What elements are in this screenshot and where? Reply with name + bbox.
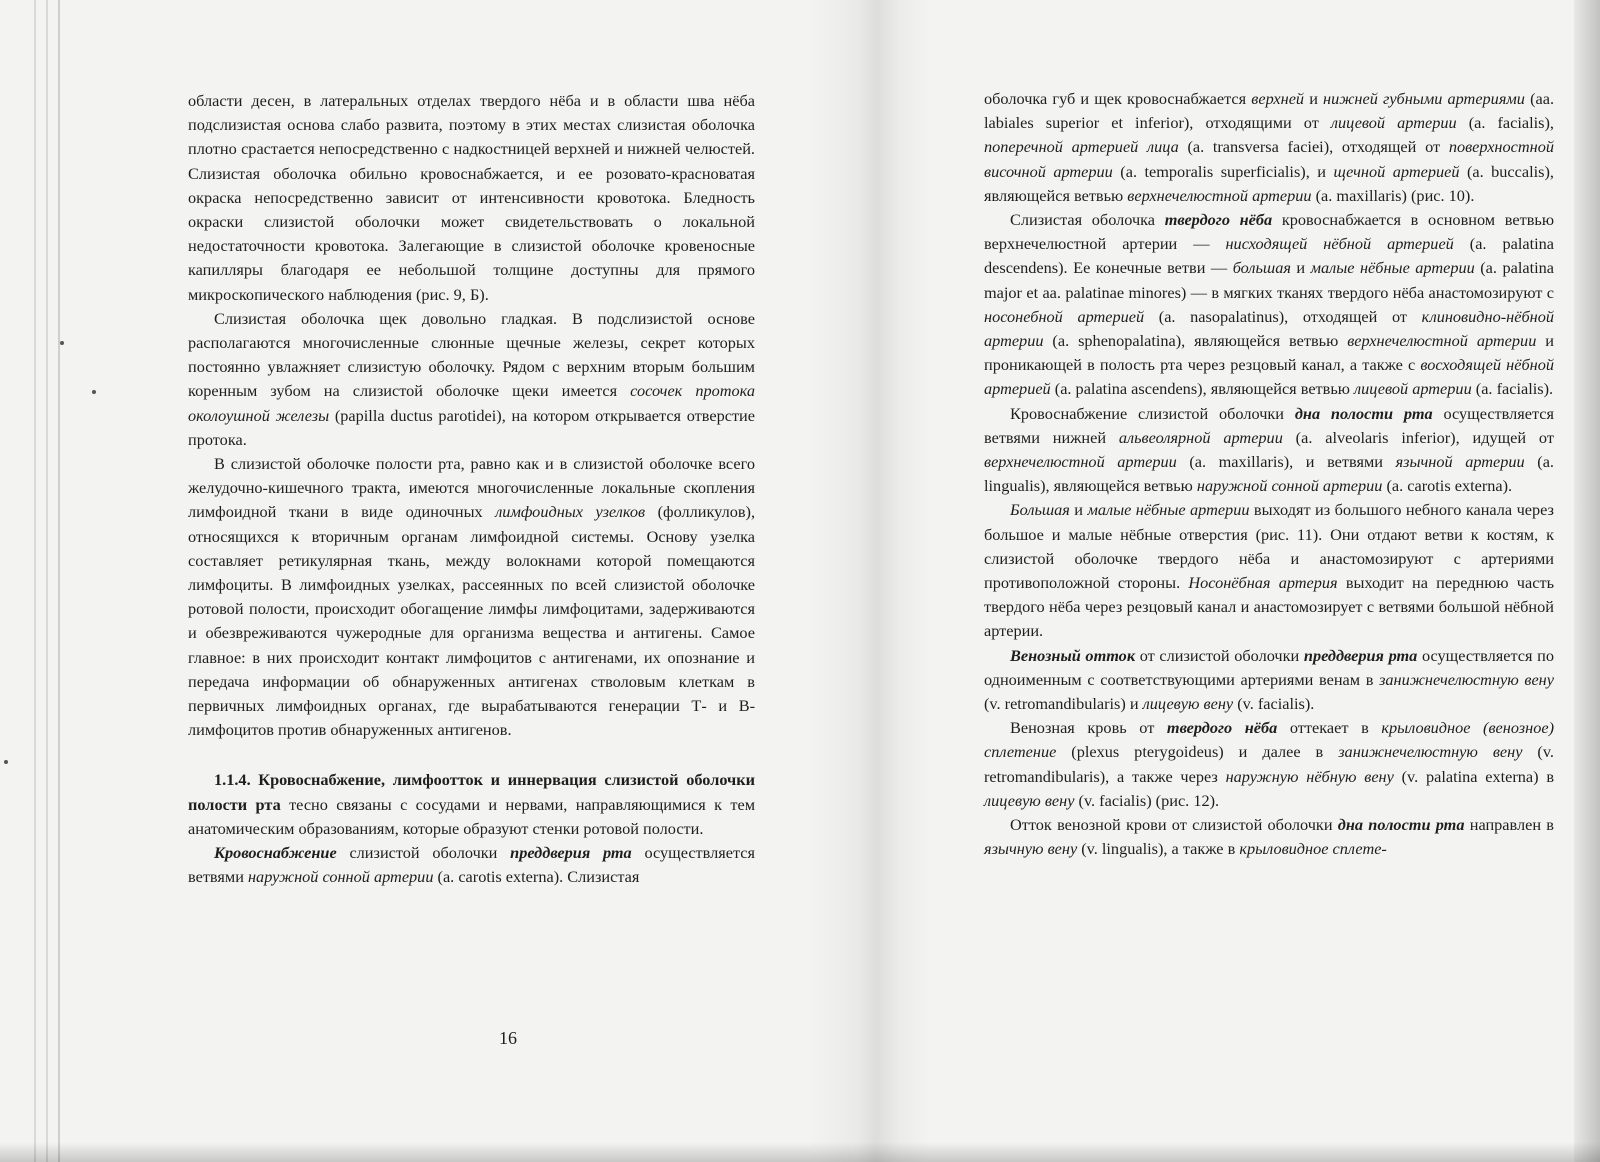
right-page-text [984,87,1554,862]
scan-mark [4,760,8,764]
bottom-shadow [0,1142,1600,1162]
scan-mark [92,390,96,394]
page-edge [58,0,60,1162]
paragraph: Слизистая оболочка твердого нёба кровоснабжается в основном ветвью верхнечелюстной артерии — нисходящей нёбной артерией (a. palatina descendens). Ее конечные ветви — большая и малые нёбные артерии (a. palatina major et aa. palatinae minores) — в мягких тканях твердого нёба анастомозируют с носонебной артерией (a. nasopalatinus), отходящей от клиновидно-нёбной артерии (a. sphenopalatina), являющейся ветвью верхнечелюстной артерии и проникающей в полость рта через резцовый канал, а также с восходящей нёбной артерией (a. palatina ascendens), являющейся ветвью лицевой артерии (a. facialis). [984,210,1554,399]
left-page-text [188,89,755,890]
paragraph: области десен, в латеральных отделах твердого нёба и в области шва нёба подслизистая основа слабо развита, поэтому в этих местах слизистая оболочка плотно срастается непосредственно с надкостницей верхней и нижней челюстей. Слизистая оболочка обильно кровоснабжается, и ее розовато-красноватая окраска непосредственно зависит от интенсивности кровотока. Бледность окраски слизистой оболочки может свидетельствовать о локальной недостаточности кровотока. Залегающие в слизистой оболочке кровеносные капилляры благодаря ее небольшой толщине доступны для прямого микроскопического наблюдения (рис. 9, Б). [188,91,755,304]
paragraph: Отток венозной крови от слизистой оболочки дна полости рта направлен в язычную вену (v. lingualis), а также в крыловидное сплете- [984,815,1554,859]
page-edge [46,0,48,1162]
page-number: 16 [499,1028,517,1048]
section-heading: 1.1.4. Кровоснабжение, лимфоотток и иннервация слизистой оболочки полости рта тесно связаны с сосудами и нервами, направляющимися к тем анатомическим образованиям, которые образуют стенки ротовой полости. [188,770,755,838]
scan-mark [60,341,64,345]
book-gutter [810,0,930,1162]
paragraph: Большая и малые нёбные артерии выходят из большого небного канала через большое и малые нёбные отверстия (рис. 11). Они отдают ветви к костям, к слизистой оболочке твердого нёба и анастомозируют с артериями противоположной стороны. Носонёбная артерия выходит на переднюю часть твердого нёба через резцовый канал и анастомозирует с ветвями большой нёбной артерии. [984,500,1554,641]
paragraph: Кровоснабжение слизистой оболочки преддверия рта осуществляется ветвями наружной сонной артерии (a. carotis externa). Слизистая [188,843,756,887]
paragraph: оболочка губ и щек кровоснабжается верхней и нижней губными артериями (aa. labiales superior et inferior), отходящими от лицевой артерии (a. facialis), поперечной артерией лица (a. transversa faciei), отходящей от поверхностной височной артерии (a. temporalis superficialis), и щечной артерией (a. buccalis), являющейся ветвью верхнечелюстной артерии (a. maxillaris) (рис. 10). [984,89,1555,205]
page-edge-right [1574,0,1600,1162]
paragraph: Венозный отток от слизистой оболочки преддверия рта осуществляется по одноименным с соответствующими артериями венам в занижнечелюстную вену (v. retromandibularis) и лицевую вену (v. facialis). [984,645,1555,714]
paragraph: В слизистой оболочке полости рта, равно как и в слизистой оболочке всего желудочно-кишечного тракта, имеются многочисленные локальные скопления лимфоидной ткани в виде одиночных лимфоидных узелков (фолликулов), относящихся к вторичным органам лимфоидной системы. Основу узелка составляет ретикулярная ткань, между волокнами которой помещаются лимфоциты. В лимфоидных узелках, рассеянных по всей слизистой оболочке ротовой полости, происходит обогащение лимфы лимфоцитами, задерживаются и обезвреживаются чужеродные для организма вещества и антигены. Самое главное: в них происходит контакт лимфоцитов с антигенами, их опознание и передача информации об обнаруженных антигенах стволовым клеткам в первичных лимфоидных органах, где вырабатываются генерации Т- и В-лимфоцитов против обнаруженных антигенов. [188,454,756,740]
paragraph: Венозная кровь от твердого нёба оттекает в крыловидное (венозное) сплетение (plexus pterygoideus) и далее в занижнечелюстную вену (v. retromandibularis), а также через наружную нёбную вену (v. palatina externa) в лицевую вену (v. facialis) (рис. 12). [984,718,1555,810]
paragraph: Кровоснабжение слизистой оболочки дна полости рта осуществляется ветвями нижней альвеолярной артерии (a. alveolaris inferior), идущей от верхнечелюстной артерии (a. maxillaris), и ветвями язычной артерии (a. lingualis), являющейся ветвью наружной сонной артерии (a. carotis externa). [984,403,1555,496]
paragraph: Слизистая оболочка щек довольно гладкая. В подслизистой основе располагаются многочисленные слюнные щечные железы, секрет которых постоянно увлажняет слизистую оболочку. Рядом с верхним вторым большим коренным зубом на слизистой оболочке щеки имеется сосочек протока околоушной железы (papilla ductus parotidei), на котором открывается отверстие протока. [188,308,756,449]
page-edge [34,0,36,1162]
